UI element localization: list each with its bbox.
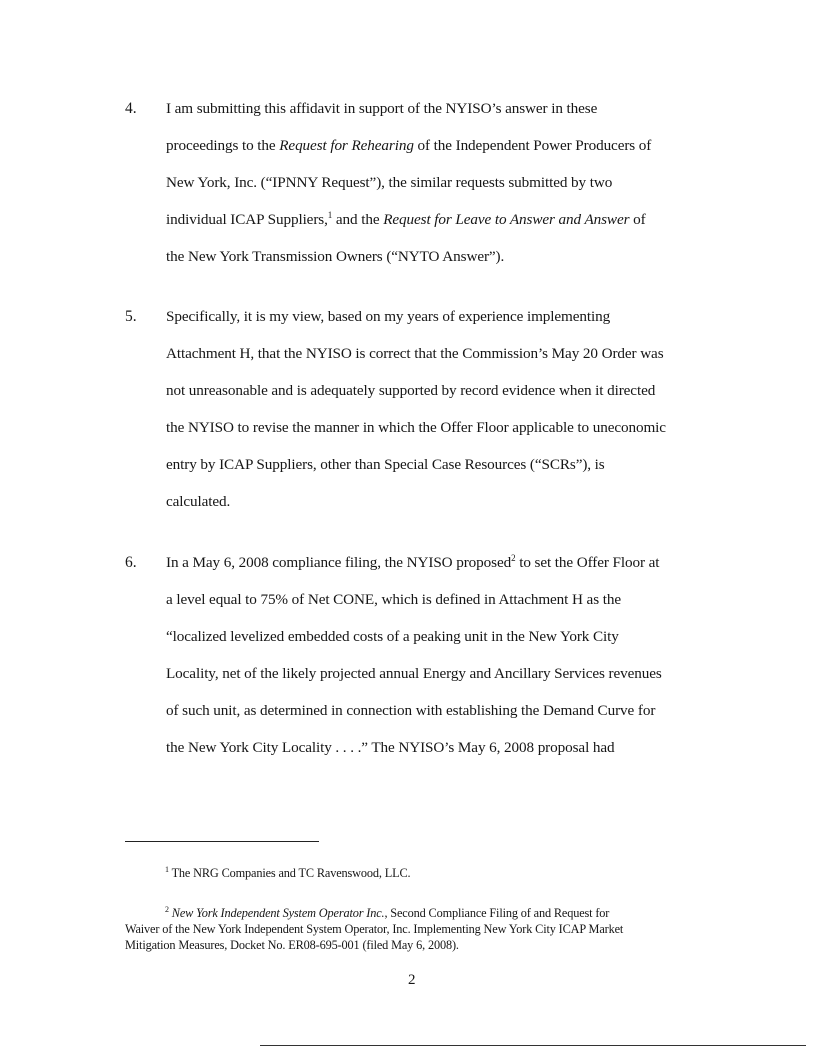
- text-line: In a May 6, 2008 compliance filing, the NYISO proposed$^2$ to set the Offer Floor at: [166, 553, 660, 571]
- text-line: of such unit, as determined in connection with establishing the Demand Curve for: [166, 702, 656, 719]
- case-title: Request for Rehearing: [279, 137, 414, 154]
- text-line: I am submitting this affidavit in support of the NYISO’s answer in these: [166, 100, 598, 117]
- footnote-2-line-3: Mitigation Measures, Docket No. ER08-695-001 (filed May 6, 2008).: [125, 938, 459, 952]
- text-line: Attachment H, that the NYISO is correct that the Commission’s May 20 Order was: [166, 345, 664, 362]
- page-number: 2: [408, 972, 416, 988]
- text-line: the New York City Locality . . . .” The NYISO’s May 6, 2008 proposal had: [166, 739, 615, 756]
- paragraph-number: 4.: [125, 100, 137, 117]
- case-title: Request for Leave to Answer and Answer: [383, 211, 630, 228]
- text-line: proceedings to the Request for Rehearing of the Independent Power Producers of: [166, 137, 652, 154]
- footnote-2: $^2$ New York Independent System Operator Inc., Second Compliance Filing of and Request for: [165, 905, 610, 920]
- footnote-ref: 2: [511, 553, 516, 563]
- text-line: Locality, net of the likely projected annual Energy and Ancillary Services revenues: [166, 665, 662, 682]
- text-line: a level equal to 75% of Net CONE, which is defined in Attachment H as the: [166, 591, 621, 608]
- footnote-divider: [125, 841, 319, 842]
- bottom-scan-line: [260, 1045, 806, 1046]
- text-line: not unreasonable and is adequately supported by record evidence when it directed: [166, 382, 656, 399]
- text-line: New York, Inc. (“IPNNY Request”), the similar requests submitted by two: [166, 174, 613, 191]
- text-line: the NYISO to revise the manner in which the Offer Floor applicable to uneconomic: [166, 419, 666, 436]
- footnote-1: $^1$ The NRG Companies and TC Ravenswood, LLC.: [165, 865, 411, 880]
- text-line: the New York Transmission Owners (“NYTO Answer”).: [166, 248, 505, 265]
- paragraph-number: 5.: [125, 308, 137, 325]
- footnote-2-line-2: Waiver of the New York Independent System Operator, Inc. Implementing New York City ICAP Market: [125, 922, 624, 936]
- text-line: entry by ICAP Suppliers, other than Special Case Resources (“SCRs”), is: [166, 456, 605, 473]
- footnote-marker: 2: [165, 905, 169, 914]
- text-line: Specifically, it is my view, based on my years of experience implementing: [166, 308, 611, 325]
- paragraph-number: 6.: [125, 554, 137, 571]
- text-line: individual ICAP Suppliers,$^1$ and the Request for Leave to Answer and Answer of: [166, 210, 646, 228]
- footnote-marker: 1: [165, 865, 169, 874]
- text-line: calculated.: [166, 493, 231, 510]
- text-line: “localized levelized embedded costs of a peaking unit in the New York City: [166, 628, 619, 645]
- footnote-ref: 1: [327, 210, 333, 220]
